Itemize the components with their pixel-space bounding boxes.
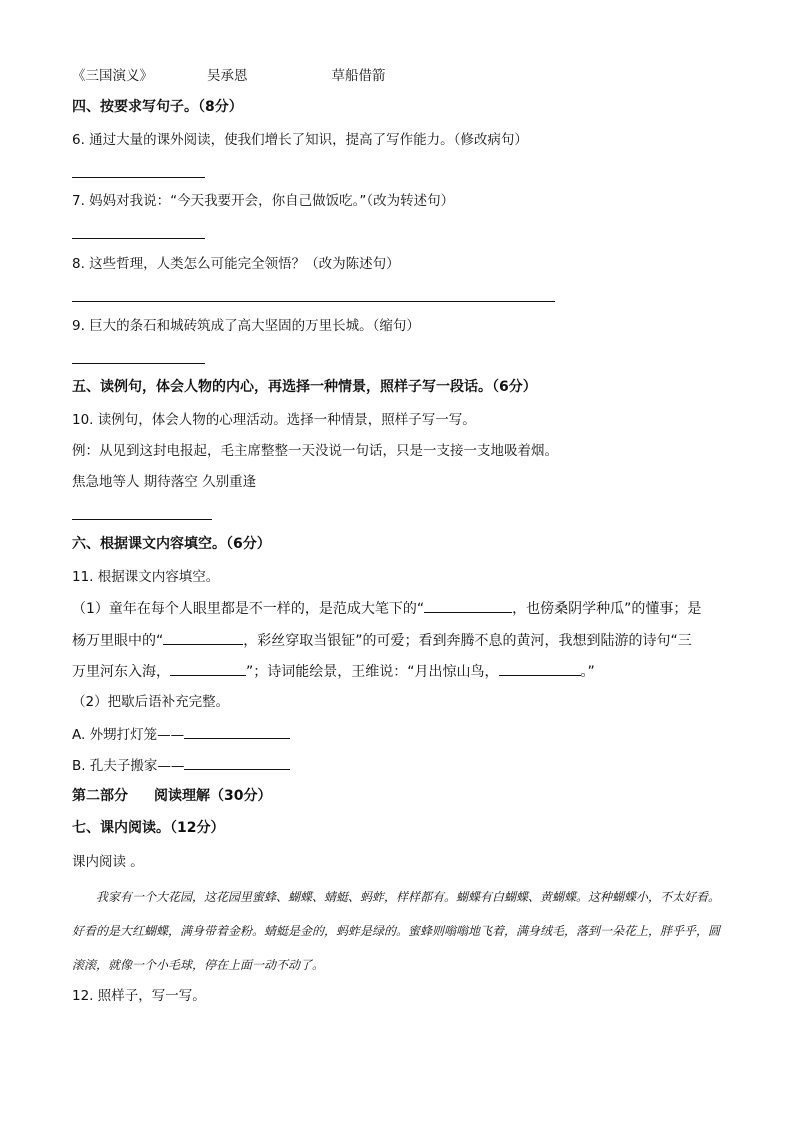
book-title: 《三国演义》 [72,68,153,84]
fill-line-2: 杨万里眼中的“ ，彩丝穿取当银钲”的可爱；看到奔腾不息的黄河，我想到陆游的诗句“三 [72,630,692,651]
section5-title: 五、读例句，体会人物的内心，再选择一种情景，照样子写一段话。（6分） [72,379,537,395]
top-row [72,66,386,86]
reading-intro: 课内阅读 。 [72,854,144,870]
scenario-options: 焦急地等人 期待落空 久别重逢 [72,474,257,490]
question-11: 11. 根据课文内容填空。 [72,569,220,585]
question-12: 12. 照样子，写一写。 [72,988,206,1004]
part2-heading [72,786,271,806]
story-title: 草船借箭 [331,68,386,84]
blank-idiom-a[interactable] [184,724,290,739]
part2-title: 第二部分 [72,788,128,804]
question-8: 8. 这些哲理，人类怎么可能完全领悟？（改为陈述句） [72,256,400,272]
blank-yang-wanli[interactable] [163,630,243,645]
blank-fan-chengda[interactable] [424,598,512,613]
question-6: 6. 通过大量的课外阅读，使我们增长了知识，提高了写作能力。（修改病句） [72,132,528,148]
section4-title: 四、按要求写句子。（8分） [72,99,243,115]
answer-line-6[interactable] [72,177,205,178]
section7-title: 七、课内阅读。（12分） [72,820,225,836]
answer-line-10[interactable] [72,519,212,520]
blank-wang-wei[interactable] [499,661,581,676]
example-sentence: 例：从见到这封电报起，毛主席整整一天没说一句话，只是一支接一支地吸着烟。 [72,443,558,459]
blank-lu-you[interactable] [170,661,246,676]
question-7: 7. 妈妈对我说：“今天我要开会，你自己做饭吃。”（改为转述句） [72,193,455,209]
idiom-b: B. 孔夫子搬家—— [72,755,290,776]
idiom-a: A. 外甥打灯笼—— [72,724,290,745]
part2-subtitle: 阅读理解（30分） [154,788,272,804]
answer-line-9[interactable] [72,363,205,364]
reading-passage [72,880,722,982]
book-author: 吴承恩 [207,68,248,84]
fill-line-3: 万里河东入海， ”；诗词能绘景，王维说：“月出惊山鸟， 。” [72,661,595,682]
answer-line-8[interactable] [72,301,555,302]
section6-title: 六、根据课文内容填空。（6分） [72,536,271,552]
answer-line-7[interactable] [72,238,205,239]
blank-idiom-b[interactable] [184,755,290,770]
question-10: 10. 读例句，体会人物的心理活动。选择一种情景，照样子写一写。 [72,412,476,428]
passage-text: 我家有一个大花园，这花园里蜜蜂、蝴蝶、蜻蜓、蚂蚱，样样都有。蝴蝶有白蝴蝶、黄蝴蝶。这种蝴蝶小，不太好看。好看的是大红蝴蝶，满身带着金粉。蜻蜓是金的，蚂蚱是绿的。蜜蜂则嗡嗡地飞着，满身绒毛，落到一朵花上，胖乎乎，圆滚滚，就像一个小毛球，停在上面一动不动了。 [72,890,721,972]
question-9: 9. 巨大的条石和城砖筑成了高大坚固的万里长城。（缩句） [72,318,420,334]
fill-line-1: （1）童年在每个人眼里都是不一样的，是范成大笔下的“ ，也傍桑阴学种瓜”的懂事；是 [72,598,701,619]
sub-question-2: （2）把歇后语补充完整。 [72,694,230,710]
